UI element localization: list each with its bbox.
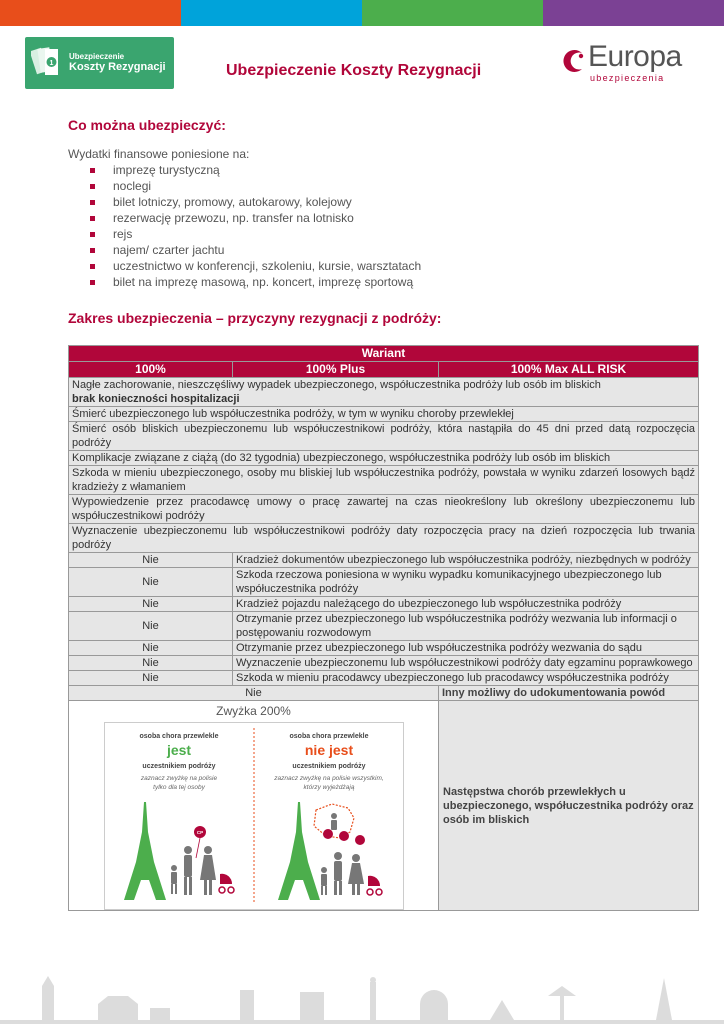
row-text: Kradzież dokumentów ubezpieczonego lub współuczestnika podróży, niezbędnych w podróży	[233, 553, 699, 568]
table-row	[69, 451, 699, 466]
table-row	[69, 495, 699, 524]
row-text: Nagłe zachorowanie, nieszczęśliwy wypadek ubezpieczonego, współuczestnika podróży lub osób im bliskich	[72, 379, 601, 391]
zwyzka-cell	[69, 701, 439, 911]
top-color-bar	[0, 0, 724, 26]
list-item: noclegi	[90, 178, 421, 194]
europa-logo	[556, 42, 696, 84]
table-row	[69, 597, 699, 612]
table-row	[69, 671, 699, 686]
list-item: rezerwację przewozu, np. transfer na lotnisko	[90, 210, 421, 226]
table-row	[69, 641, 699, 656]
row-text: Otrzymanie przez ubezpieczonego lub współuczestnika podróży wezwania lub informacji o postępowaniu rozwodowym	[233, 612, 699, 641]
logo-line2: Koszty Rezygnacji	[69, 61, 166, 74]
table-row	[69, 656, 699, 671]
table-row	[69, 466, 699, 495]
other-reason-cell: Inny możliwy do udokumentowania powód	[439, 686, 699, 701]
row-text: Otrzymanie przez ubezpieczonego lub współuczestnika podróży wezwania do sądu	[233, 641, 699, 656]
list-item: najem/ czarter jachtu	[90, 242, 421, 258]
table-row	[69, 524, 699, 553]
table-row	[69, 686, 699, 701]
info-left-l3: uczestnikiem podróży	[141, 763, 216, 770]
info-right-l2: nie jest	[304, 742, 353, 758]
chronic-illness-infographic	[104, 722, 404, 910]
col-header-100: 100%	[69, 362, 233, 378]
table-row	[69, 553, 699, 568]
row-text: Wyznaczenie ubezpieczonemu lub współuczestnikowi podróży daty egzaminu poprawkowego	[233, 656, 699, 671]
info-right-l5: którzy wyjeżdżają	[303, 784, 354, 791]
nie-cell: Nie	[69, 568, 233, 597]
city-skyline-icon	[0, 974, 724, 1024]
col-header-100-plus: 100% Plus	[233, 362, 439, 378]
table-row	[69, 612, 699, 641]
info-right-l1: osoba chora przewlekle	[289, 733, 368, 740]
chronic-cell: Następstwa chorób przewlekłych u ubezpieczonego, współuczestnika podróży oraz osób im bliskich	[439, 701, 699, 911]
row-text: Szkoda w mieniu pracodawcy ubezpieczonego lub pracodawcy współuczestnika podróży	[233, 671, 699, 686]
product-logo	[25, 37, 174, 89]
section-heading-what: Co można ubezpieczyć:	[68, 117, 226, 133]
row-text: Szkoda w mieniu ubezpieczonego, osoby mu bliskiej lub współuczestnika podróży, powstała w wyniku zdarzeń losowych bądź kradzieży z włamaniem	[69, 466, 699, 495]
nie-cell: Nie	[69, 686, 439, 701]
row-text: Śmierć osób bliskich ubezpieczonemu lub współuczestnikowi podróży, która nastąpiła do 45 dni przed datą rozpoczęcia podróży	[69, 422, 699, 451]
section-heading-scope: Zakres ubezpieczenia – przyczyny rezygnacji z podróży:	[68, 310, 442, 326]
info-right-l3: uczestnikiem podróży	[291, 763, 366, 770]
row-text: Wypowiedzenie przez pracodawcę umowy o pracę zawartej na czas nieokreślony lub określony ubezpieczonemu lub współuczestnikowi podróży	[69, 495, 699, 524]
intro-text: Wydatki finansowe poniesione na:	[68, 147, 250, 161]
row-text: Szkoda rzeczowa poniesiona w wyniku wypadku komunikacyjnego ubezpieczonego lub współuczestnika podróży	[233, 568, 699, 597]
insurable-list	[90, 162, 421, 290]
topbar-purple	[543, 0, 724, 26]
topbar-green	[362, 0, 543, 26]
list-item: rejs	[90, 226, 421, 242]
nie-cell: Nie	[69, 671, 233, 686]
info-left-l5: tylko dla tej osoby	[152, 784, 205, 791]
row-text-bold: brak konieczności hospitalizacji	[72, 393, 240, 405]
list-item: bilet na imprezę masową, np. koncert, imprezę sportową	[90, 274, 421, 290]
col-header-100-max: 100% Max ALL RISK	[439, 362, 699, 378]
list-item: uczestnictwo w konferencji, szkoleniu, kursie, warsztatach	[90, 258, 421, 274]
row-text: Komplikacje związane z ciążą (do 32 tygodnia) ubezpieczonego, współuczestnika podróży lub osób im bliskich	[69, 451, 699, 466]
page-title: Ubezpieczenie Koszty Rezygnacji	[226, 62, 482, 79]
topbar-orange	[0, 0, 181, 26]
logo-line1: Ubezpieczenie	[69, 51, 125, 61]
nie-cell: Nie	[69, 597, 233, 612]
europa-logo-icon	[558, 46, 588, 76]
table-row	[69, 407, 699, 422]
europa-wordmark: Europa	[588, 40, 682, 73]
list-item: imprezę turystyczną	[90, 162, 421, 178]
nie-cell: Nie	[69, 656, 233, 671]
nie-cell: Nie	[69, 553, 233, 568]
table-row	[69, 378, 699, 407]
zwyzka-label: Zwyżka 200%	[216, 704, 291, 718]
table-row	[69, 568, 699, 597]
info-left-l1: osoba chora przewlekle	[139, 733, 218, 740]
badge-cp: CP	[196, 830, 203, 835]
list-item: bilet lotniczy, promowy, autokarowy, kolejowy	[90, 194, 421, 210]
tickets-icon	[31, 43, 65, 83]
info-right-l4: zaznacz zwyżkę na polisie wszystkim,	[273, 775, 384, 782]
nie-cell: Nie	[69, 641, 233, 656]
info-left-l4: zaznacz zwyżkę na polisie	[140, 775, 217, 782]
svg-text:1: 1	[49, 60, 54, 67]
row-text: Śmierć ubezpieczonego lub współuczestnika podróży, w tym w wyniku choroby przewlekłej	[69, 407, 699, 422]
row-text: Kradzież pojazdu należącego do ubezpieczonego lub współuczestnika podróży	[233, 597, 699, 612]
table-row	[69, 701, 699, 911]
row-text: Wyznaczenie ubezpieczonemu lub współuczestnikowi podróży daty rozpoczęcia pracy na dzień rozpoczęcia lub trwania podróży	[69, 524, 699, 553]
nie-cell: Nie	[69, 612, 233, 641]
info-left-l2: jest	[166, 742, 191, 758]
europa-subtitle: ubezpieczenia	[590, 73, 665, 83]
topbar-blue	[181, 0, 362, 26]
coverage-table	[68, 345, 699, 911]
table-header-wariant: Wariant	[69, 346, 699, 362]
table-row	[69, 422, 699, 451]
